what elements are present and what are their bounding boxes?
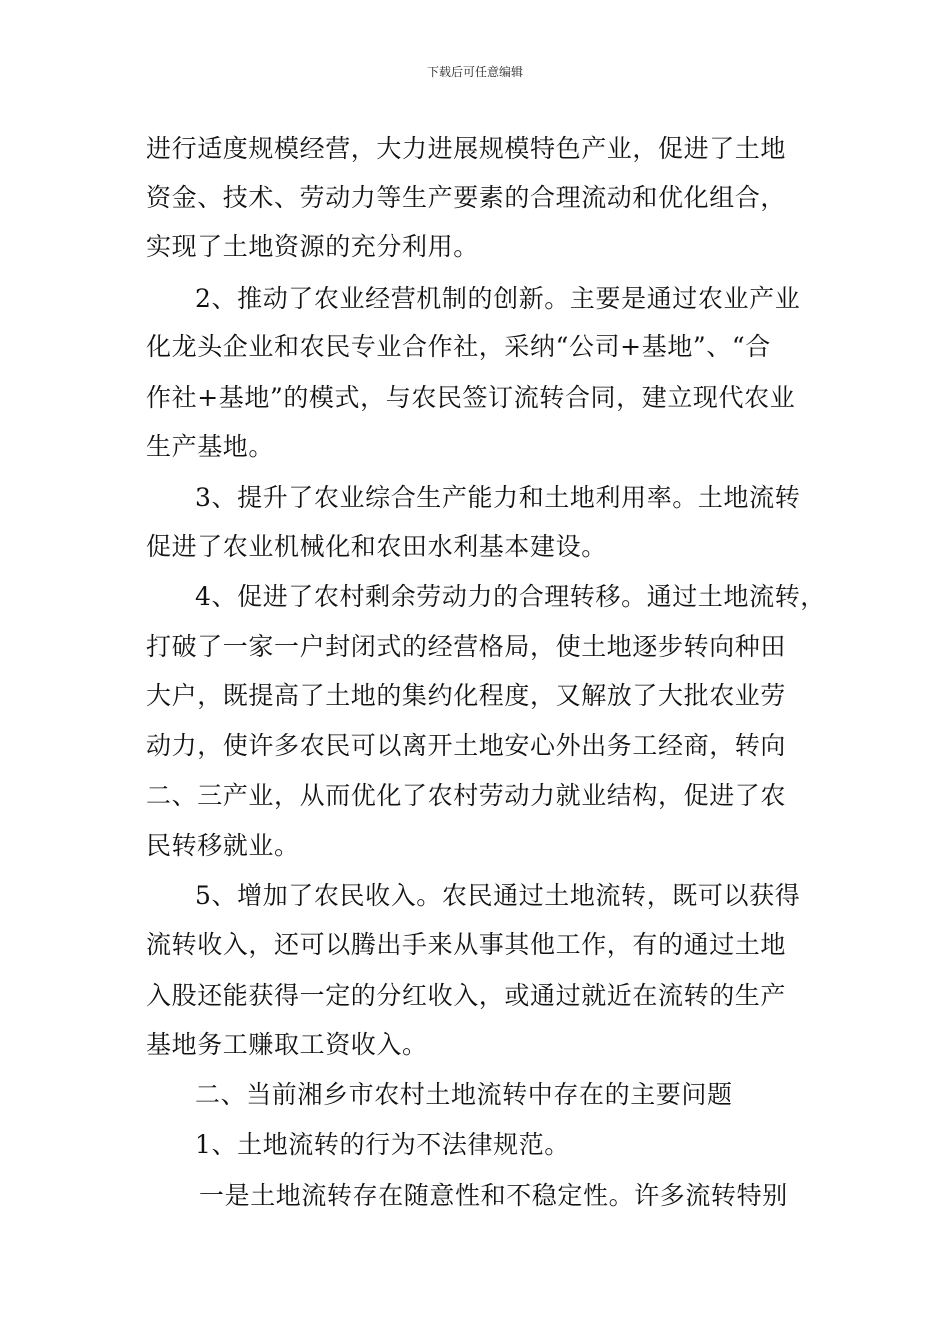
text-line: 二、三产业，从而优化了农村劳动力就业结构，促进了农 <box>146 781 787 810</box>
text-line: 大户，既提高了土地的集约化程度，又解放了大批农业劳 <box>146 681 787 710</box>
text-line: 化龙头企业和农民专业合作社，采纳“公司+基地”、“合 <box>146 332 771 361</box>
section-heading: 二、当前湘乡市农村土地流转中存在的主要问题 <box>195 1080 733 1109</box>
text-line: 4、促进了农村剩余劳动力的合理转移。通过土地流转， <box>195 582 826 611</box>
text-line: 基地务工赚取工资收入。 <box>146 1030 428 1059</box>
text-line: 作社+基地”的模式，与农民签订流转合同，建立现代农业 <box>146 383 796 412</box>
page-header-note: 下载后可任意编辑 <box>426 65 523 79</box>
text-line: 实现了土地资源的充分利用。 <box>146 232 479 261</box>
text-line: 资金、技术、劳动力等生产要素的合理流动和优化组合， <box>146 183 787 212</box>
text-line: 2、推动了农业经营机制的创新。主要是通过农业产业 <box>195 284 801 313</box>
text-line: 进行适度规模经营，大力进展规模特色产业，促进了土地 <box>146 134 787 163</box>
text-line: 打破了一家一户封闭式的经营格局，使土地逐步转向种田 <box>146 632 787 661</box>
text-line: 民转移就业。 <box>146 831 300 860</box>
text-line: 入股还能获得一定的分红收入，或通过就近在流转的生产 <box>146 981 787 1010</box>
subsection-heading: 1、土地流转的行为不法律规范。 <box>195 1130 570 1159</box>
text-line: 动力，使许多农民可以离开土地安心外出务工经商，转向 <box>146 731 787 760</box>
text-line: 3、提升了农业综合生产能力和土地利用率。土地流转 <box>195 483 801 512</box>
text-line: 一是土地流转存在随意性和不稳定性。许多流转特别 <box>199 1181 788 1210</box>
text-line: 促进了农业机械化和农田水利基本建设。 <box>146 532 607 561</box>
text-line: 5、增加了农民收入。农民通过土地流转，既可以获得 <box>195 881 801 910</box>
text-line: 生产基地。 <box>146 432 275 461</box>
text-line: 流转收入，还可以腾出手来从事其他工作，有的通过土地 <box>146 930 787 959</box>
